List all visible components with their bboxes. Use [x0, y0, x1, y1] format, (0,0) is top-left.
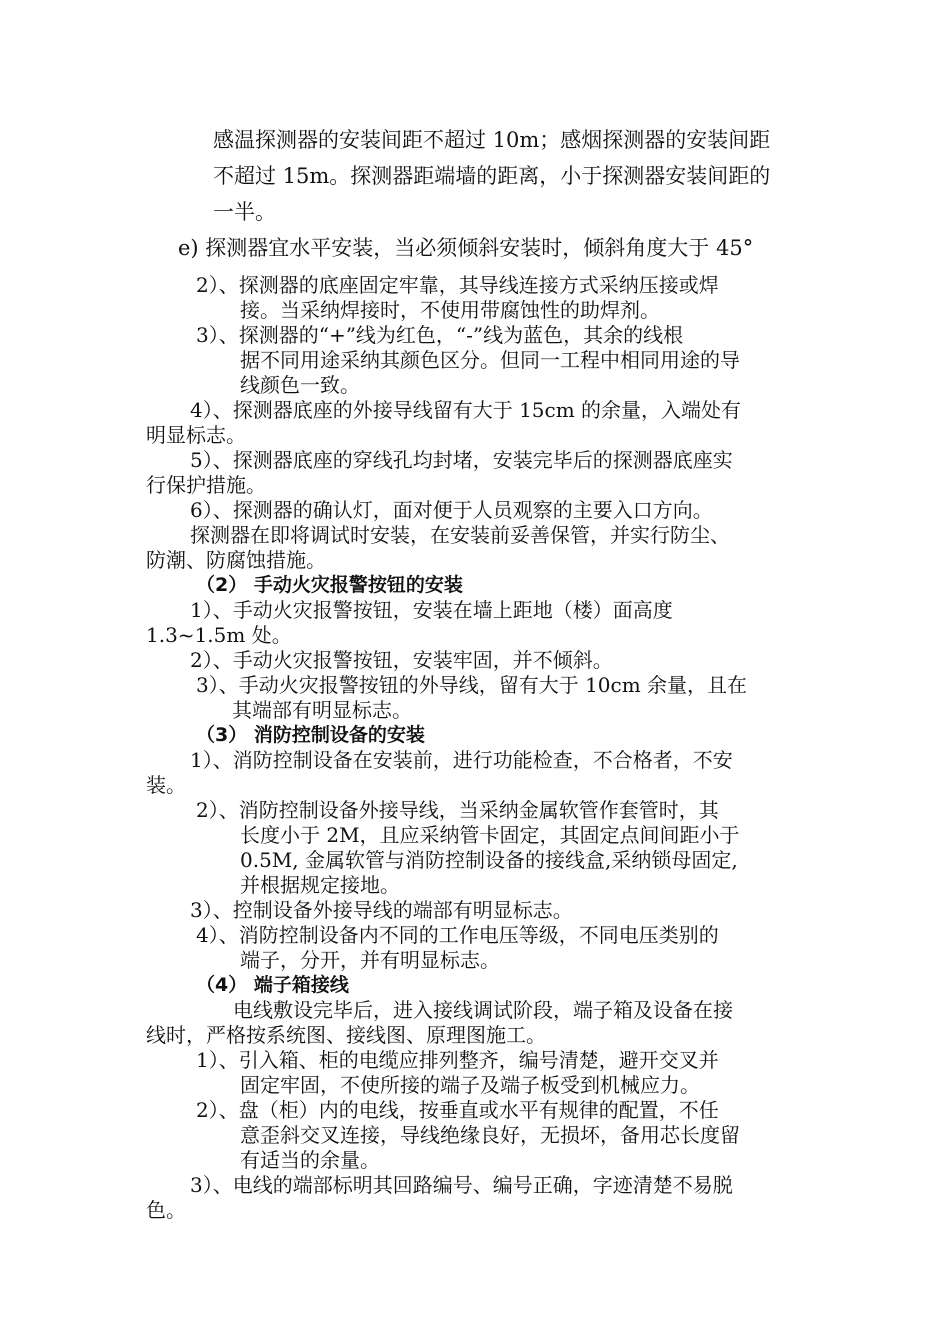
text-line: 端子，分开，并有明显标志。	[240, 948, 500, 972]
text-line: 3）、控制设备外接导线的端部有明显标志。	[190, 898, 573, 922]
text-line: 2）、消防控制设备外接导线，当采纳金属软管作套管时，其	[196, 798, 719, 822]
text-line: 电线敷设完毕后，进入接线调试阶段，端子箱及设备在接	[233, 998, 733, 1022]
text-line: 防潮、防腐蚀措施。	[146, 548, 326, 572]
text-line: 3）、电线的端部标明其回路编号、编号正确，字迹清楚不易脱	[190, 1173, 733, 1197]
text-line: 1）、消防控制设备在安装前，进行功能检查，不合格者，不安	[190, 748, 733, 772]
text-line: 色。	[146, 1198, 186, 1222]
section-heading: （4） 端子箱接线	[196, 974, 349, 996]
text-line: 行保护措施。	[146, 473, 266, 497]
text-line: 不超过 15m。探测器距端墙的距离，小于探测器安装间距的	[213, 164, 771, 188]
text-line: 意歪斜交叉连接，导线绝缘良好，无损坏，备用芯长度留	[240, 1123, 740, 1147]
text-line: 1.3~1.5m 处。	[146, 623, 292, 647]
section-heading: （3） 消防控制设备的安装	[196, 724, 425, 746]
section-heading: （2） 手动火灾报警按钮的安装	[196, 574, 463, 596]
text-line: 4）、消防控制设备内不同的工作电压等级，不同电压类别的	[196, 923, 719, 947]
text-line: 据不同用途采纳其颜色区分。但同一工程中相同用途的导	[240, 348, 740, 372]
text-line: 3）、探测器的“+”线为红色，“-”线为蓝色，其余的线根	[196, 323, 684, 347]
text-line: 2）、盘（柜）内的电线，按垂直或水平有规律的配置，不任	[196, 1098, 719, 1122]
text-line: 并根据规定接地。	[240, 873, 400, 897]
text-line: 装。	[146, 773, 186, 797]
text-line: 长度小于 2M，且应采纳管卡固定，其固定点间间距小于	[240, 823, 740, 847]
text-line: e) 探测器宜水平安装，当必须倾斜安装时，倾斜角度大于 45°	[178, 236, 754, 260]
text-line: 探测器在即将调试时安装，在安装前妥善保管，并实行防尘、	[190, 523, 730, 547]
text-line: 固定牢固，不使所接的端子及端子板受到机械应力。	[240, 1073, 700, 1097]
text-line: 接。当采纳焊接时，不使用带腐蚀性的助焊剂。	[240, 298, 660, 322]
text-line: 1）、引入箱、柜的电缆应排列整齐，编号清楚，避开交叉并	[196, 1048, 719, 1072]
text-line: 线颜色一致。	[240, 373, 360, 397]
text-line: 0.5M, 金属软管与消防控制设备的接线盒,采纳锁母固定,	[240, 848, 738, 872]
text-line: 6）、探测器的确认灯，面对便于人员观察的主要入口方向。	[190, 498, 713, 522]
text-line: 感温探测器的安装间距不超过 10m；感烟探测器的安装间距	[213, 128, 771, 152]
text-line: 其端部有明显标志。	[232, 698, 412, 722]
text-line: 5）、探测器底座的穿线孔均封堵，安装完毕后的探测器底座实	[190, 448, 733, 472]
text-line: 4）、探测器底座的外接导线留有大于 15cm 的余量，入端处有	[190, 398, 742, 422]
text-line: 有适当的余量。	[240, 1148, 380, 1172]
text-line: 1）、手动火灾报警按钮，安装在墙上距地（楼）面高度	[190, 598, 673, 622]
text-line: 2）、手动火灾报警按钮，安装牢固，并不倾斜。	[190, 648, 613, 672]
text-line: 2）、探测器的底座固定牢靠，其导线连接方式采纳压接或焊	[196, 273, 719, 297]
text-line: 3）、手动火灾报警按钮的外导线，留有大于 10cm 余量，且在	[196, 673, 748, 697]
text-line: 线时，严格按系统图、接线图、原理图施工。	[146, 1023, 546, 1047]
text-line: 明显标志。	[146, 423, 246, 447]
text-line: 一半。	[213, 200, 276, 224]
